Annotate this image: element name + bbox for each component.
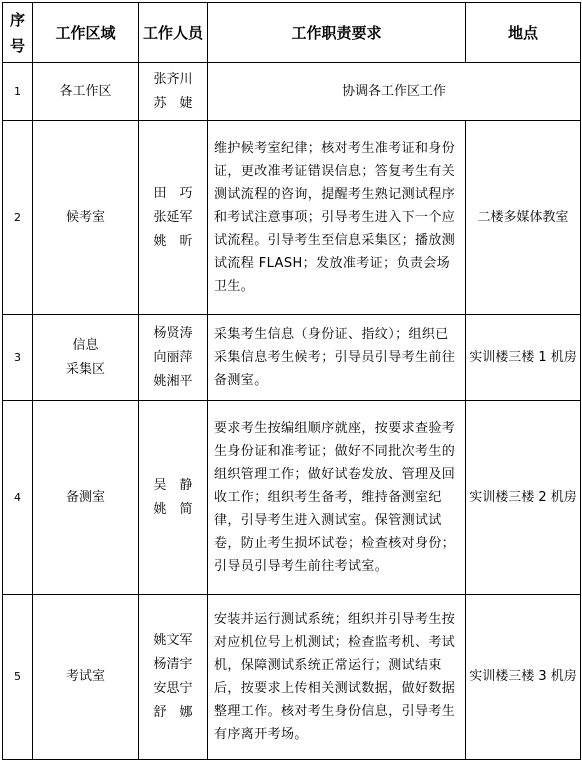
area-line: 备测室 [65,489,105,505]
area-line: 候考室 [65,209,105,225]
row-num: 2 [3,121,33,315]
header-staff: 工作人员 [139,3,208,63]
row-area [33,595,139,760]
table-row [3,401,581,595]
row-duty: 维护候考室纪律；核对考生准考证和身份证，更改准考证错误信息；答复考生有关测试流程的咨询，提醒考生熟记测试程序和考试注意事项；引导考生进入下一个应试流程。引导考生至信息采集区；播放测试流程 FLASH；发放准考证；负责会场卫生。 [208,121,466,315]
area-line: 考试室 [65,669,105,684]
header-num: 序号 [3,3,33,63]
staff-name: 杨贤涛 [153,325,193,341]
row-area [33,121,139,315]
staff-name: 舒 娜 [153,705,193,720]
row-staff [139,401,208,595]
table-row [3,121,581,315]
row-duty: 安装并运行测试系统；组织并引导考生按对应机位号上机测试；检查监考机、考试机，保障测试系统正常运行；测试结束后，按要求上传相关测试数据，做好数据整理工作。核对考生身份信息，引导考生有序离开考场。 [208,595,466,760]
row-staff [139,121,208,315]
row-staff [139,315,208,401]
row-location: 实训楼三楼 1 机房 [466,315,581,401]
row-location: 实训楼三楼 3 机房 [466,595,581,760]
row-duty: 协调各工作区工作 [208,63,581,121]
staff-name: 安思宁 [153,681,193,696]
header-location: 地点 [466,3,581,63]
row-duty: 采集考生信息（身份证、指纹）；组织已采集信息考生候考；引导员引导考生前往备测室。 [208,315,466,401]
staff-name: 姚 简 [153,501,193,517]
area-line: 各工作区 [59,83,112,99]
staff-name: 姚 昕 [153,233,193,249]
table-row [3,63,581,121]
row-area [33,315,139,401]
row-staff [139,595,208,760]
staff-name: 杨清宇 [153,657,193,672]
row-duty: 要求考生按编组顺序就座，按要求查验考生身份证和准考证；做好不同批次考生的组织管理工作；做好试卷发放、管理及回收工作；组织考生备考，维持备测室纪律，引导考生进入测试室。保管测试试卷，防止考生损坏试卷；检查核对身份；引导员引导考生前往考试室。 [208,401,466,595]
staff-name: 姚文军 [153,633,193,648]
row-area [33,63,139,121]
row-location: 实训楼三楼 2 机房 [466,401,581,595]
area-line: 信息 [72,337,99,353]
row-num: 1 [3,63,33,121]
row-staff [139,63,208,121]
header-duty: 工作职责要求 [208,3,466,63]
staff-name: 张齐川 [153,71,193,87]
staff-name: 苏 婕 [153,95,193,111]
table-row [3,315,581,401]
staff-name: 姚湘平 [153,373,193,389]
staff-name: 田 巧 [153,185,193,201]
row-num: 5 [3,595,33,760]
area-line: 采集区 [65,361,105,377]
row-num: 4 [3,401,33,595]
row-num: 3 [3,315,33,401]
staff-name: 吴 静 [153,477,193,493]
row-area [33,401,139,595]
staff-name: 张延军 [153,209,193,225]
table-header-row [3,3,581,63]
header-area: 工作区域 [33,3,139,63]
row-location: 二楼多媒体教室 [466,121,581,315]
table-row [3,595,581,760]
staff-name: 向丽萍 [153,349,193,365]
work-assignment-table [2,2,581,760]
